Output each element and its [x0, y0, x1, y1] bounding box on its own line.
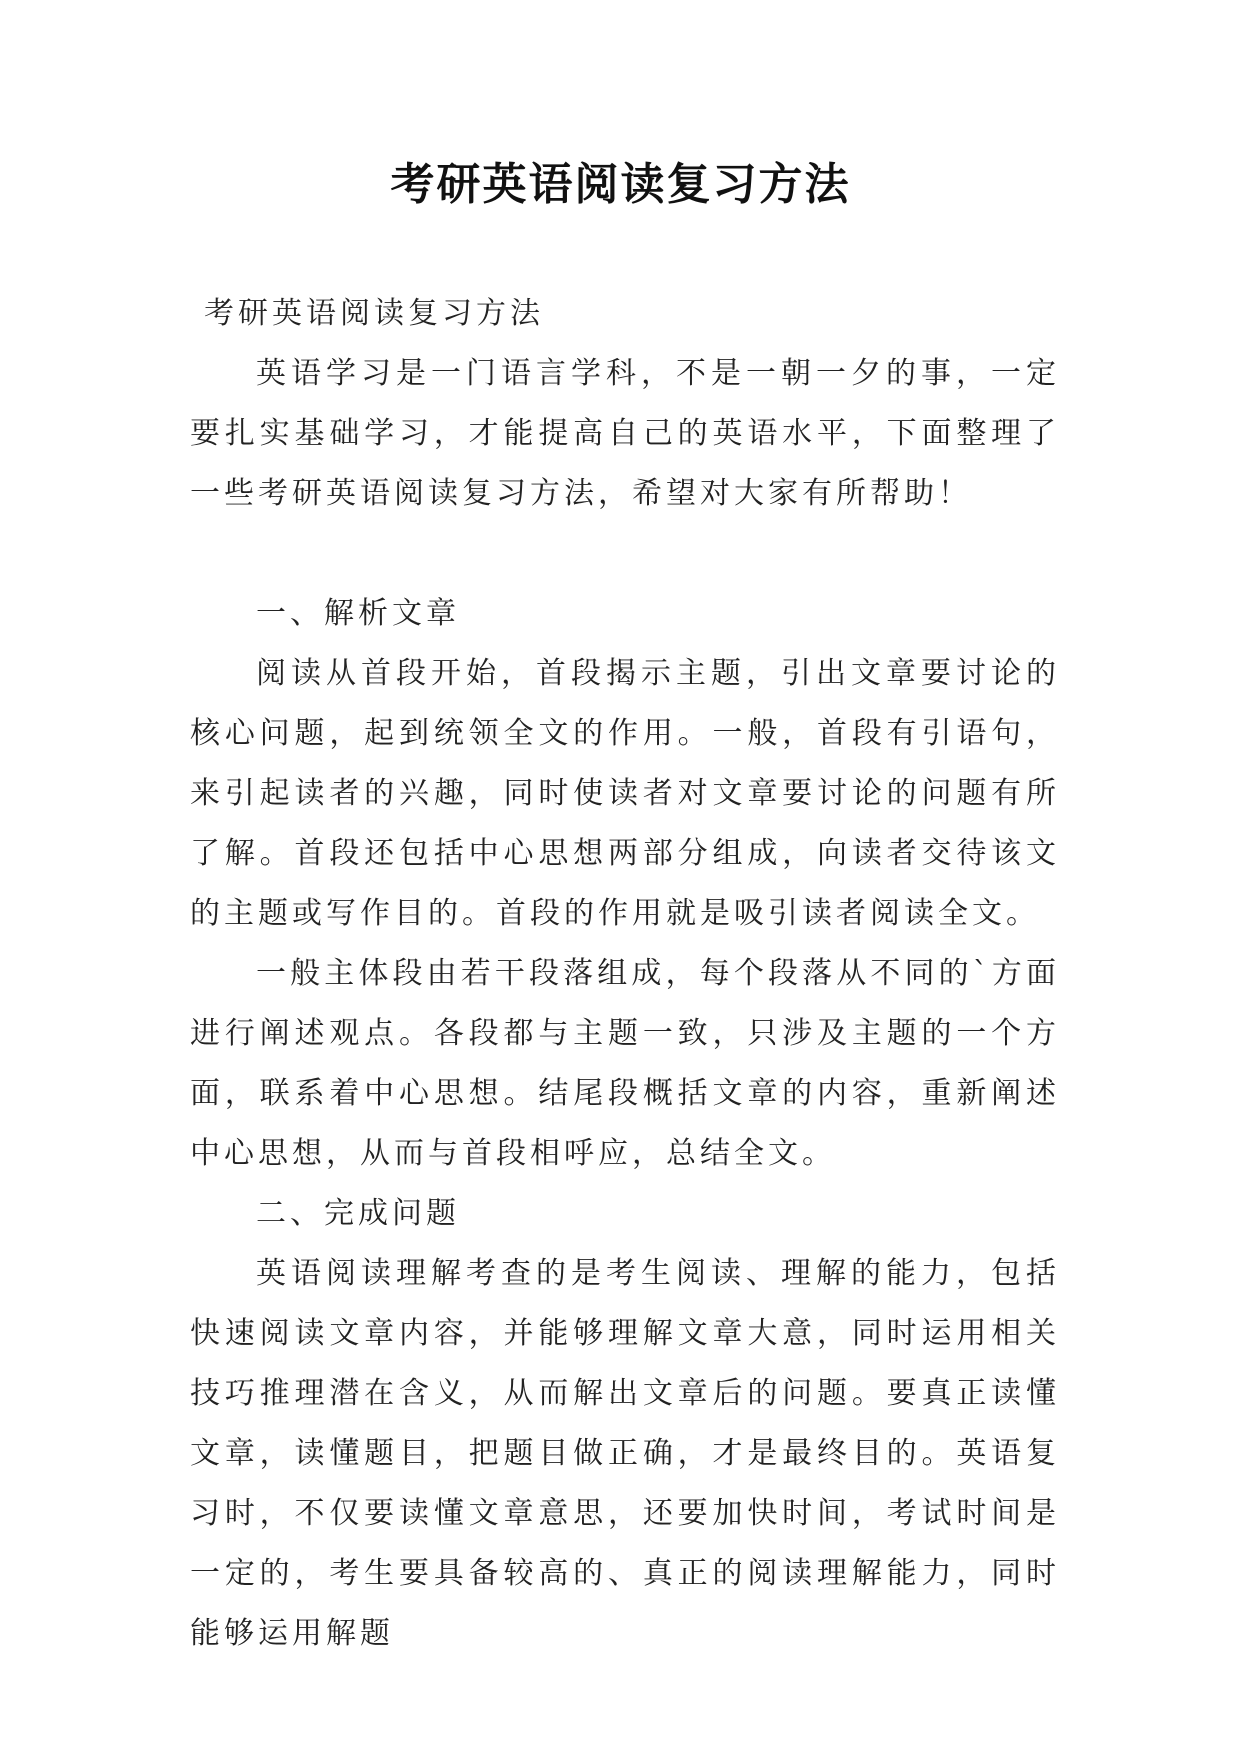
- body-paragraph: 阅读从首段开始，首段揭示主题，引出文章要讨论的核心问题，起到统领全文的作用。一般，首段有引语句，来引起读者的兴趣，同时使读者对文章要讨论的问题有所了解。首段还包括中心思想两部分组成，向读者交待该文的主题或写作目的。首段的作用就是吸引读者阅读全文。: [190, 656, 1060, 931]
- section-heading-2: 二、完成问题: [256, 1196, 460, 1231]
- body-paragraph: 英语阅读理解考查的是考生阅读、理解的能力，包括快速阅读文章内容，并能够理解文章大意，同时运用相关技巧推理潜在含义，从而解出文章后的问题。要真正读懂文章，读懂题目，把题目做正确，才是最终目的。英语复习时，不仅要读懂文章意思，还要加快时间，考试时间是一定的，考生要具备较高的、真正的阅读理解能力，同时能够运用解题: [190, 1256, 1060, 1651]
- document-body: [190, 284, 1060, 1664]
- body-paragraph: 一般主体段由若干段落组成，每个段落从不同的`方面进行阐述观点。各段都与主题一致，只涉及主题的一个方面，联系着中心思想。结尾段概括文章的内容，重新阐述中心思想，从而与首段相呼应，总结全文。: [190, 956, 1060, 1171]
- intro-paragraph: 英语学习是一门语言学科，不是一朝一夕的事，一定要扎实基础学习，才能提高自己的英语水平，下面整理了一些考研英语阅读复习方法，希望对大家有所帮助！: [190, 356, 1060, 511]
- section-heading-1: 一、解析文章: [256, 596, 460, 631]
- document-subtitle: 考研英语阅读复习方法: [204, 296, 544, 331]
- document-title: 考研英语阅读复习方法: [390, 159, 851, 210]
